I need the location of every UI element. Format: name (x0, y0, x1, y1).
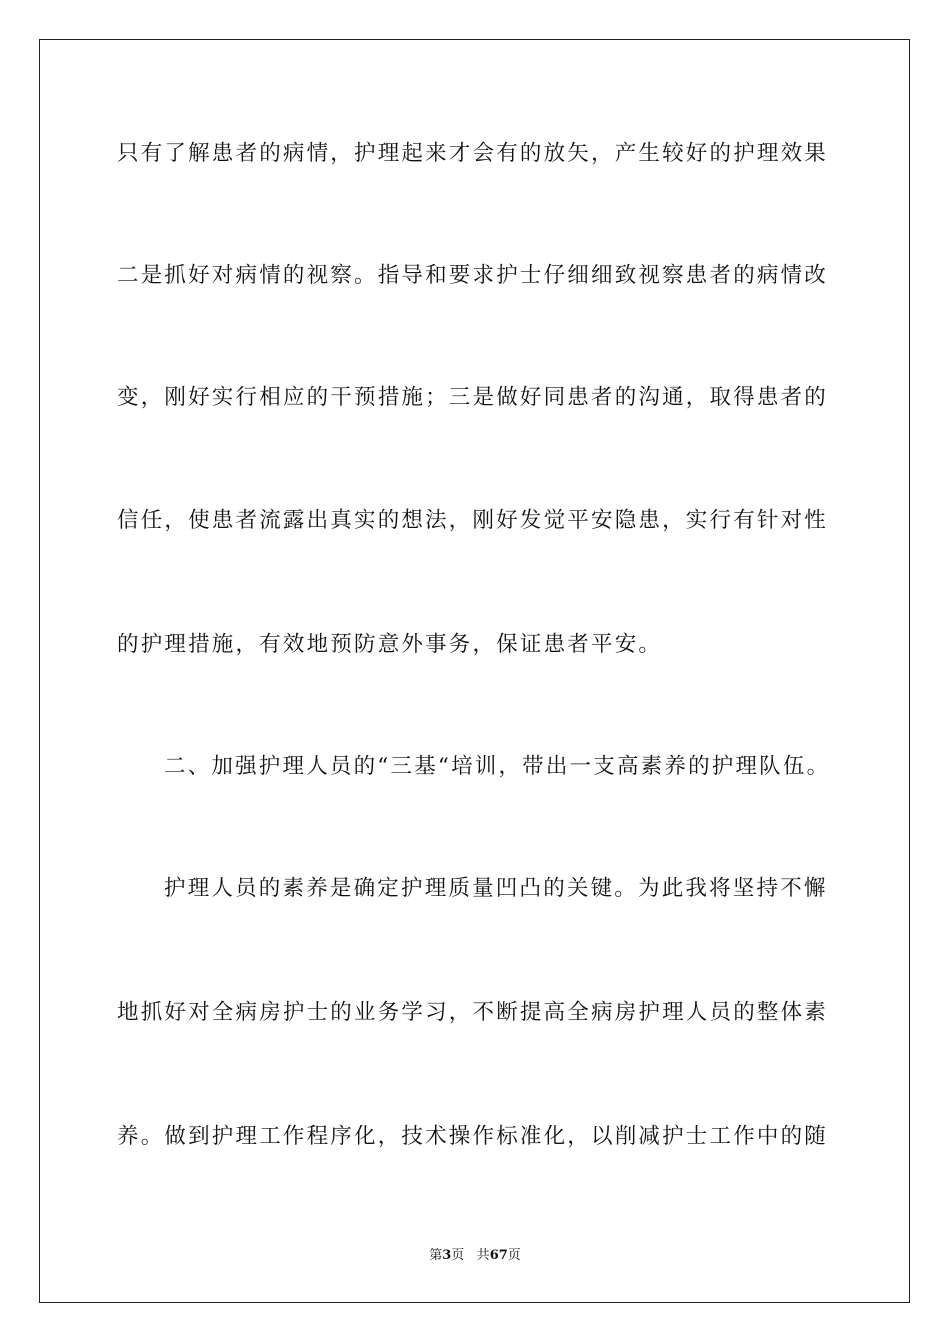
paragraph-line-1: 只有了解患者的病情，护理起来才会有的放矢，产生较好的护理效果 (117, 141, 829, 166)
page-number: 3 (442, 1248, 452, 1263)
paragraph-line-3: 变，刚好实行相应的干预措施；三是做好同患者的沟通，取得患者的 (117, 385, 829, 410)
total-prefix: 共 (476, 1248, 490, 1263)
page-footer (0, 1247, 950, 1265)
paragraph-line-7: 地抓好对全病房护士的业务学习，不断提高全病房护理人员的整体素 (117, 1000, 829, 1025)
page-suffix: 页 (451, 1248, 465, 1263)
page-prefix: 第 (429, 1248, 443, 1263)
paragraph-line-2: 二是抓好对病情的视察。指导和要求护士仔细细致视察患者的病情改 (117, 263, 829, 288)
paragraph-line-6: 护理人员的素养是确定护理质量凹凸的关键。为此我将坚持不懈 (164, 876, 828, 901)
total-suffix: 页 (507, 1248, 521, 1263)
page-border (39, 39, 910, 1303)
paragraph-line-8: 养。做到护理工作程序化，技术操作标准化，以削减护士工作中的随 (117, 1124, 829, 1149)
section-heading: 二、加强护理人员的“三基“培训，带出一支高素养的护理队伍。 (164, 754, 831, 779)
paragraph-line-4: 信任，使患者流露出真实的想法，刚好发觉平安隐患，实行有针对性 (117, 508, 829, 533)
paragraph-line-5: 的护理措施，有效地预防意外事务，保证患者平安。 (117, 632, 663, 657)
total-pages: 67 (489, 1248, 508, 1263)
